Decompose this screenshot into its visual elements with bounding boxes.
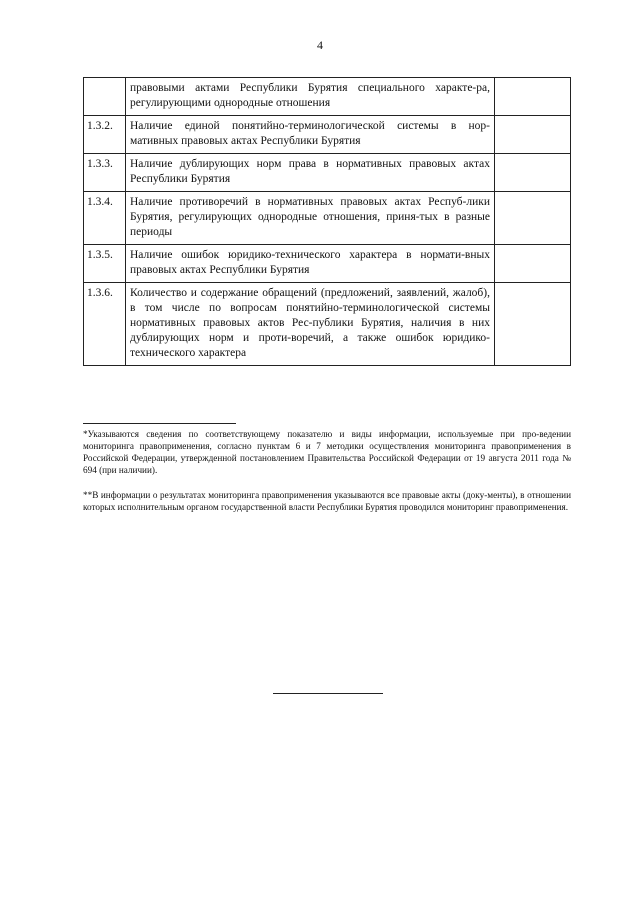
footnotes [83,428,571,526]
row-text-cell: Количество и содержание обращений (предложений, заявлений, жалоб), в том числе по вопросам понятийно-терминологической системы нормативных правовых актов Рес-публики Бурятия, наличия в них дублирующих норм и проти-воречий, а также ошибок юридико-технического характера [126,283,495,366]
criteria-table [83,77,571,366]
table-row [84,116,571,154]
row-number-cell: 1.3.6. [84,283,126,366]
row-text-cell: Наличие дублирующих норм права в нормативных правовых актах Республики Бурятия [126,154,495,192]
table-row [84,154,571,192]
row-number-cell: 1.3.3. [84,154,126,192]
table-row [84,245,571,283]
end-of-document-line [273,693,383,694]
row-value-cell [495,116,571,154]
table-row [84,283,571,366]
table-row [84,78,571,116]
row-value-cell [495,245,571,283]
row-text-cell: Наличие противоречий в нормативных правовых актах Респуб-лики Бурятия, регулирующих однородные отношения, приня-тых в разные периоды [126,192,495,245]
row-number-cell [84,78,126,116]
row-text-cell: Наличие единой понятийно-терминологической системы в нор-мативных правовых актах Республики Бурятия [126,116,495,154]
footnote-2: **В информации о результатах мониторинга правоприменения указываются все правовые акты (доку-менты), в отношении которых исполнительным органом государственной власти Республики Бурятия проводился мониторинг правоприменения. [83,490,571,512]
row-value-cell [495,78,571,116]
footnote-separator [83,423,236,424]
row-value-cell [495,283,571,366]
row-number-cell: 1.3.5. [84,245,126,283]
page-number: 4 [317,38,323,52]
table-row [84,192,571,245]
row-text-cell: Наличие ошибок юридико-технического характера в нормати-вных правовых актах Республики Бурятия [126,245,495,283]
row-value-cell [495,154,571,192]
row-number-cell: 1.3.4. [84,192,126,245]
row-number-cell: 1.3.2. [84,116,126,154]
row-value-cell [495,192,571,245]
footnote-1: *Указываются сведения по соответствующему показателю и виды информации, используемые при про-ведении мониторинга правоприменения, согласно пунктам 6 и 7 методики осуществления мониторинга правоприменения в Российской Федерации, утвержденной постановлением Правительства Российской Федерации от 19 августа 2011 года № 694 (при наличии). [83,429,571,475]
row-text-cell: правовыми актами Республики Бурятия специального характе-ра, регулирующими однородные отношения [126,78,495,116]
